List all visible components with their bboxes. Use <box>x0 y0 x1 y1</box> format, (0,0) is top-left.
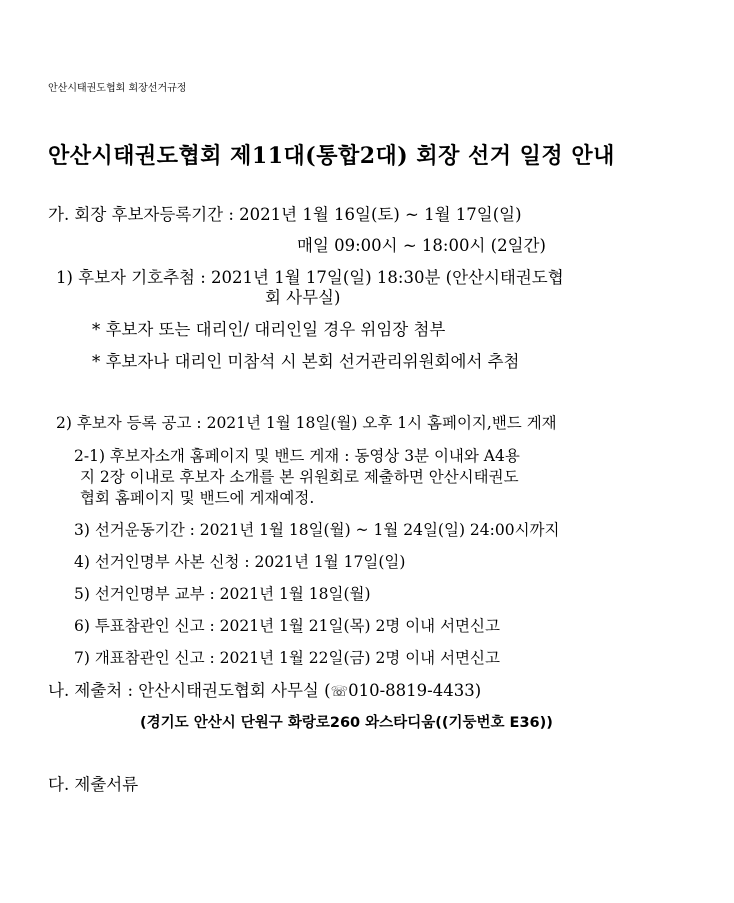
item2-1-line1: 2-1) 후보자소개 홈페이지 및 밴드 게재 : 동영상 3분 이내와 A4용 <box>74 447 520 465</box>
item6: 6) 투표참관인 신고 : 2021년 1월 21일(목) 2명 이내 서면신고 <box>74 617 500 635</box>
section-da: 다. 제출서류 <box>48 775 139 794</box>
item2-1-line2: 지 2장 이내로 후보자 소개를 본 위원회로 제출하면 안산시태권도 <box>80 468 519 486</box>
item5: 5) 선거인명부 교부 : 2021년 1월 18일(월) <box>74 585 371 603</box>
item1-line2: 회 사무실) <box>265 288 341 307</box>
section-na-label: 나. 제출처 : 안산시태권도협회 사무실 ( <box>48 681 331 700</box>
item2: 2) 후보자 등록 공고 : 2021년 1월 18일(월) 오후 1시 홈페이지,밴드 게재 <box>56 414 557 432</box>
section-na-address: (경기도 안산시 단원구 화랑로260 와스타디움((기둥번호 E36)) <box>140 715 553 731</box>
item4: 4) 선거인명부 사본 신청 : 2021년 1월 17일(일) <box>74 553 406 571</box>
item2-1-line3: 협회 홈페이지 및 밴드에 게재예정. <box>80 489 315 507</box>
item1-note1: * 후보자 또는 대리인/ 대리인일 경우 위임장 첨부 <box>92 320 446 339</box>
page-title: 안산시태권도협회 제11대(통합2대) 회장 선거 일정 안내 <box>48 143 615 169</box>
section-na-phone: 010-8819-4433) <box>348 681 482 700</box>
header-note: 안산시태권도협회 회장선거규정 <box>48 83 187 94</box>
item1-line1: 1) 후보자 기호추첨 : 2021년 1월 17일(일) 18:30분 (안산시태권도협 <box>56 268 564 287</box>
item7: 7) 개표참관인 신고 : 2021년 1월 22일(금) 2명 이내 서면신고 <box>74 649 500 667</box>
section-na <box>48 683 481 700</box>
telephone-icon: ☏ <box>330 684 349 700</box>
section-ga-line2: 매일 09:00시 ~ 18:00시 (2일간) <box>297 236 546 255</box>
item3: 3) 선거운동기간 : 2021년 1월 18일(월) ~ 1월 24일(일) 24:00시까지 <box>74 521 560 539</box>
item1-note2: * 후보자나 대리인 미참석 시 본회 선거관리위원회에서 추첨 <box>92 352 520 371</box>
section-ga-line1: 가. 회장 후보자등록기간 : 2021년 1월 16일(토) ~ 1월 17일(일) <box>48 205 522 224</box>
